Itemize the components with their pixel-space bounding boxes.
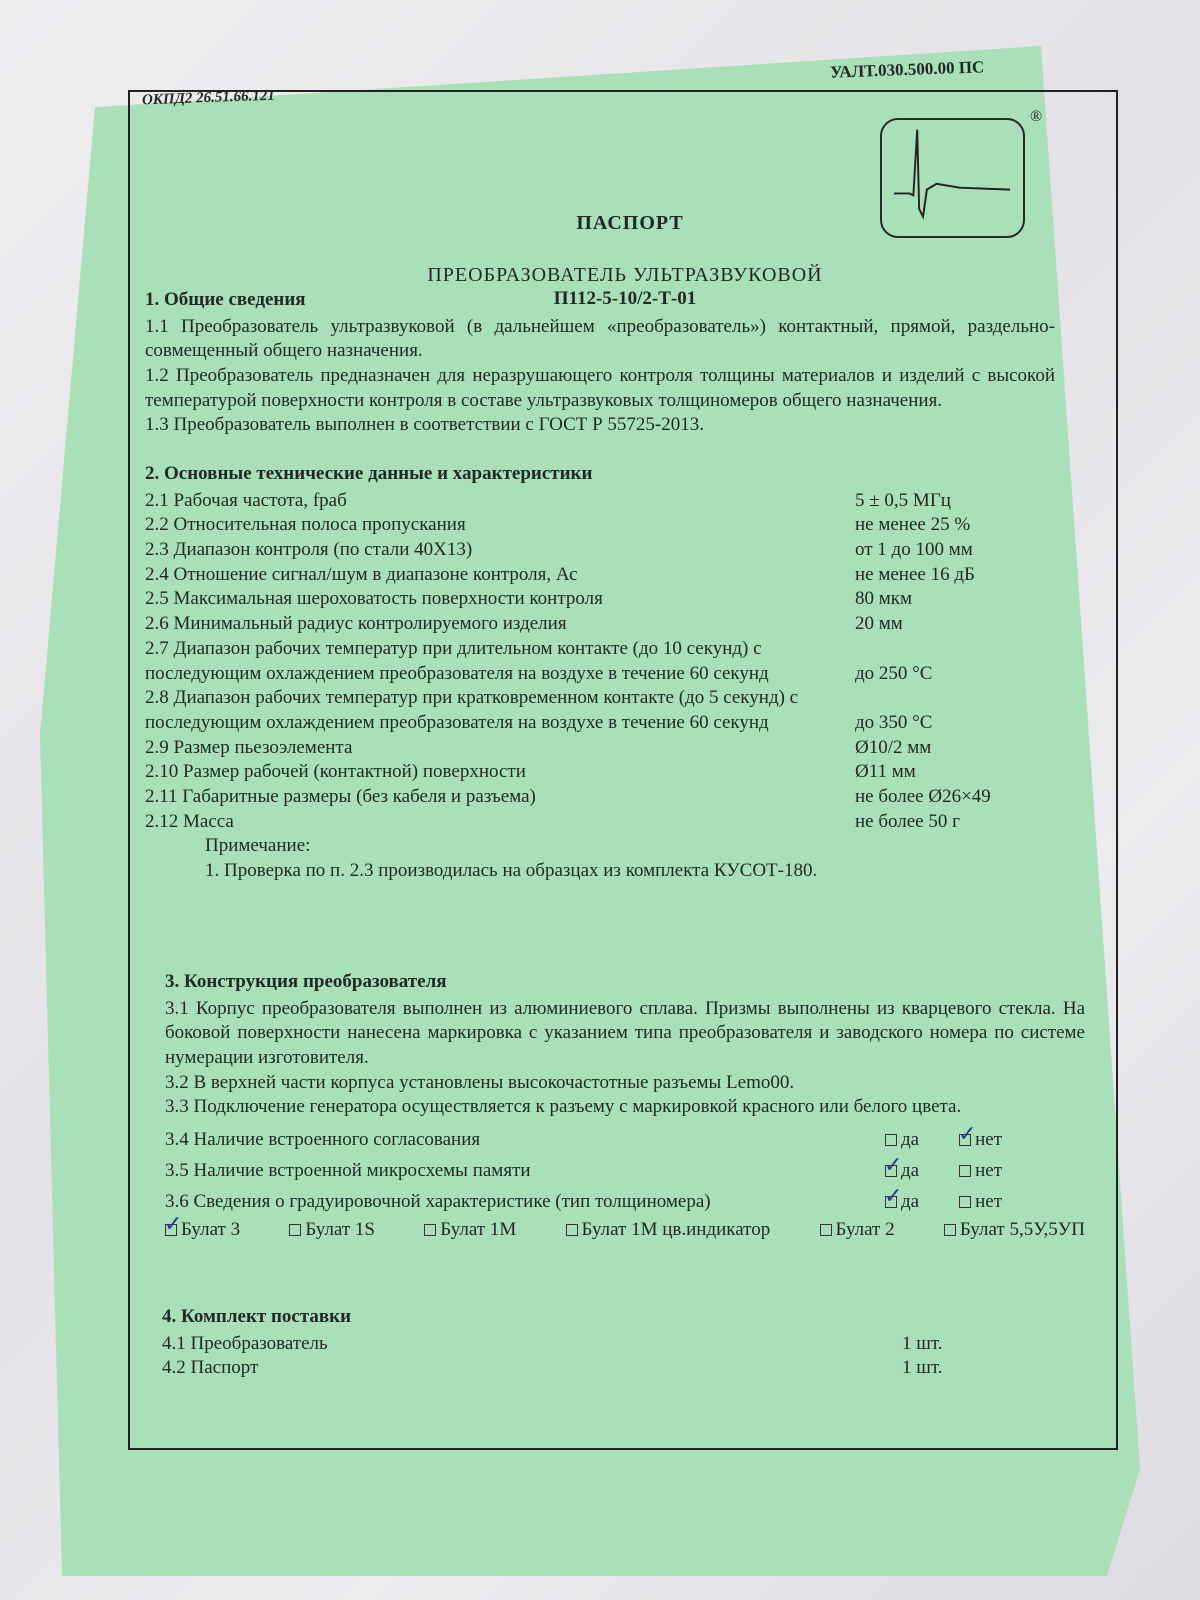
spec-value: не менее 16 дБ (855, 563, 975, 585)
spec-row (145, 587, 1055, 612)
section-general (145, 288, 1055, 438)
spec-row (145, 612, 1055, 637)
check-row (165, 1190, 1085, 1215)
okpd-code: ОКПД2 26.51.66.121 (141, 87, 276, 109)
gauge-type-options (165, 1218, 1085, 1243)
spec-label: 2.4 Отношение сигнал/шум в диапазоне контроля, Ас (145, 563, 578, 585)
yes-no-options (885, 1190, 1085, 1215)
spec-row (145, 686, 1055, 735)
section-heading: 2. Основные технические данные и характеристики (145, 463, 593, 484)
yes-no-options (885, 1128, 1085, 1153)
section-specs (145, 462, 1055, 884)
gauge-option[interactable] (820, 1218, 895, 1243)
checkbox-box[interactable] (289, 1224, 301, 1236)
spec-row (145, 489, 1055, 514)
gauge-option[interactable] (566, 1218, 771, 1243)
kit-item-label: 4.2 Паспорт (162, 1357, 259, 1379)
spec-row (145, 736, 1055, 761)
gauge-option[interactable] (289, 1218, 375, 1243)
spec-label: 2.9 Размер пьезоэлемента (145, 736, 353, 758)
gauge-label: Булат 5,5У,5УП (959, 1219, 1085, 1241)
spec-label: 2.1 Рабочая частота, fраб (145, 489, 347, 511)
section-heading: 3. Конструкция преобразователя (165, 971, 447, 992)
spec-row (145, 637, 1055, 686)
gauge-label: Булат 2 (835, 1219, 895, 1241)
spec-value: не более 50 г (855, 810, 960, 832)
spec-value: Ø10/2 мм (855, 736, 932, 758)
check-row (165, 1159, 1085, 1184)
check-label: 3.4 Наличие встроенного согласования (165, 1129, 481, 1151)
section-construction (165, 970, 1085, 1243)
spec-value: от 1 до 100 мм (855, 539, 973, 561)
checkbox-box[interactable] (424, 1224, 436, 1236)
spec-value: до 350 °С (855, 711, 933, 733)
checkbox-box[interactable] (885, 1134, 897, 1146)
spec-label: 2.12 Масса (145, 810, 234, 832)
product-model: П112-5-10/2-Т-01 (553, 288, 697, 309)
spec-value: 80 мкм (855, 588, 913, 610)
spec-value: до 250 °С (855, 662, 933, 684)
note-title: Примечание: (205, 835, 311, 857)
spec-value: 20 мм (855, 613, 903, 635)
gauge-option[interactable] (165, 1218, 240, 1243)
option-label: да (901, 1190, 920, 1212)
spec-row (145, 538, 1055, 563)
spec-row (162, 1332, 1062, 1357)
checkbox-box[interactable] (165, 1224, 177, 1236)
check-label: 3.5 Наличие встроенной микросхемы памяти (165, 1159, 531, 1181)
option-label: да (901, 1129, 920, 1151)
yes-checkbox[interactable] (885, 1190, 919, 1215)
check-label: 3.6 Сведения о градуировочной характеристике (тип толщиномера) (165, 1190, 711, 1212)
section-heading: 1. Общие сведения (145, 289, 306, 310)
checkbox-box[interactable] (959, 1134, 971, 1146)
spec-label: 2.3 Диапазон контроля (по стали 40Х13) (145, 539, 473, 561)
checkbox-box[interactable] (820, 1224, 832, 1236)
yes-checkbox[interactable] (885, 1159, 919, 1184)
spec-row (145, 563, 1055, 588)
option-label: нет (975, 1190, 1003, 1212)
option-label: нет (975, 1129, 1003, 1151)
paragraph: 3.3 Подключение генератора осуществляется к разъему с маркировкой красного или белого цвета. (165, 1096, 962, 1118)
spec-label: 2.8 Диапазон рабочих температур при кратковременном контакте (до 5 секунд) с последующим охлаждением преобразователя на воздухе в течение 60 секунд (145, 687, 799, 733)
paragraph: 1.3 Преобразователь выполнен в соответствии с ГОСТ Р 55725-2013. (145, 414, 704, 436)
spec-row (145, 810, 1055, 835)
spec-value: Ø11 мм (855, 761, 916, 783)
yes-no-options (885, 1159, 1085, 1184)
gauge-option[interactable] (424, 1218, 516, 1243)
spec-label: 2.5 Максимальная шероховатость поверхности контроля (145, 588, 603, 610)
spec-value: 5 ± 0,5 МГц (855, 489, 951, 511)
spec-label: 2.11 Габаритные размеры (без кабеля и разъема) (145, 785, 536, 807)
check-row (165, 1128, 1085, 1153)
gauge-label: Булат 1S (305, 1219, 375, 1241)
gauge-option[interactable] (944, 1218, 1085, 1243)
spec-value: не более Ø26×49 (855, 785, 991, 807)
option-label: да (901, 1159, 920, 1181)
checkbox-box[interactable] (959, 1196, 971, 1208)
paragraph: 1.2 Преобразователь предназначен для неразрушающего контроля толщины материалов и изделий с высокой температурой поверхности контроля в составе ультразвуковых толщиномеров общего назначения. (145, 365, 1055, 411)
checkbox-box[interactable] (566, 1224, 578, 1236)
checkbox-box[interactable] (959, 1165, 971, 1177)
option-label: нет (975, 1159, 1003, 1181)
paragraph: 3.2 В верхней части корпуса установлены высокочастотные разъемы Lemo00. (165, 1071, 795, 1093)
document-title: ПАСПОРТ (576, 212, 684, 234)
paragraph: 1.1 Преобразователь ультразвуковой (в дальнейшем «преобразователь») контактный, прямой, раздельно-совмещенный общего назначения. (145, 315, 1055, 362)
kit-item-label: 4.1 Преобразователь (162, 1332, 328, 1354)
kit-item-qty: 1 шт. (902, 1357, 943, 1379)
no-checkbox[interactable] (959, 1159, 1002, 1184)
note-text: 1. Проверка по п. 2.3 производилась на образцах из комплекта КУСОТ-180. (205, 860, 818, 881)
spec-label: 2.2 Относительная полоса пропускания (145, 514, 466, 536)
section-heading: 4. Комплект поставки (162, 1306, 352, 1327)
checkbox-box[interactable] (885, 1196, 897, 1208)
spec-row (145, 760, 1055, 785)
registered-mark: ® (1030, 108, 1043, 125)
checkbox-box[interactable] (944, 1224, 956, 1236)
spec-row (145, 785, 1055, 810)
yes-checkbox[interactable] (885, 1128, 919, 1153)
spec-value: не менее 25 % (855, 514, 971, 536)
checkbox-box[interactable] (885, 1165, 897, 1177)
spec-label: 2.7 Диапазон рабочих температур при длительном контакте (до 10 секунд) с последующим охлаждением преобразователя на воздухе в течение 60 секунд (145, 637, 769, 684)
document-code: УАЛТ.030.500.00 ПС (829, 57, 985, 82)
no-checkbox[interactable] (959, 1190, 1002, 1215)
gauge-label: Булат 1М цв.индикатор (581, 1219, 771, 1241)
no-checkbox[interactable] (959, 1128, 1002, 1153)
spec-row (145, 513, 1055, 538)
kit-item-qty: 1 шт. (902, 1332, 943, 1354)
spec-label: 2.10 Размер рабочей (контактной) поверхности (145, 761, 526, 783)
waveform-logo-icon (880, 118, 1025, 238)
product-name: ПРЕОБРАЗОВАТЕЛЬ УЛЬТРАЗВУКОВОЙ (427, 264, 823, 286)
spec-label: 2.6 Минимальный радиус контролируемого изделия (145, 613, 567, 635)
section-delivery (162, 1305, 1062, 1381)
gauge-label: Булат 3 (181, 1219, 241, 1241)
gauge-label: Булат 1М (440, 1219, 517, 1241)
paragraph: 3.1 Корпус преобразователя выполнен из алюминиевого сплава. Призмы выполнены из кварцевого стекла. На боковой поверхности нанесена маркировка с указанием типа преобразователя и заводского номера по системе нумерации изготовителя. (165, 997, 1085, 1069)
spec-row (162, 1356, 1062, 1381)
